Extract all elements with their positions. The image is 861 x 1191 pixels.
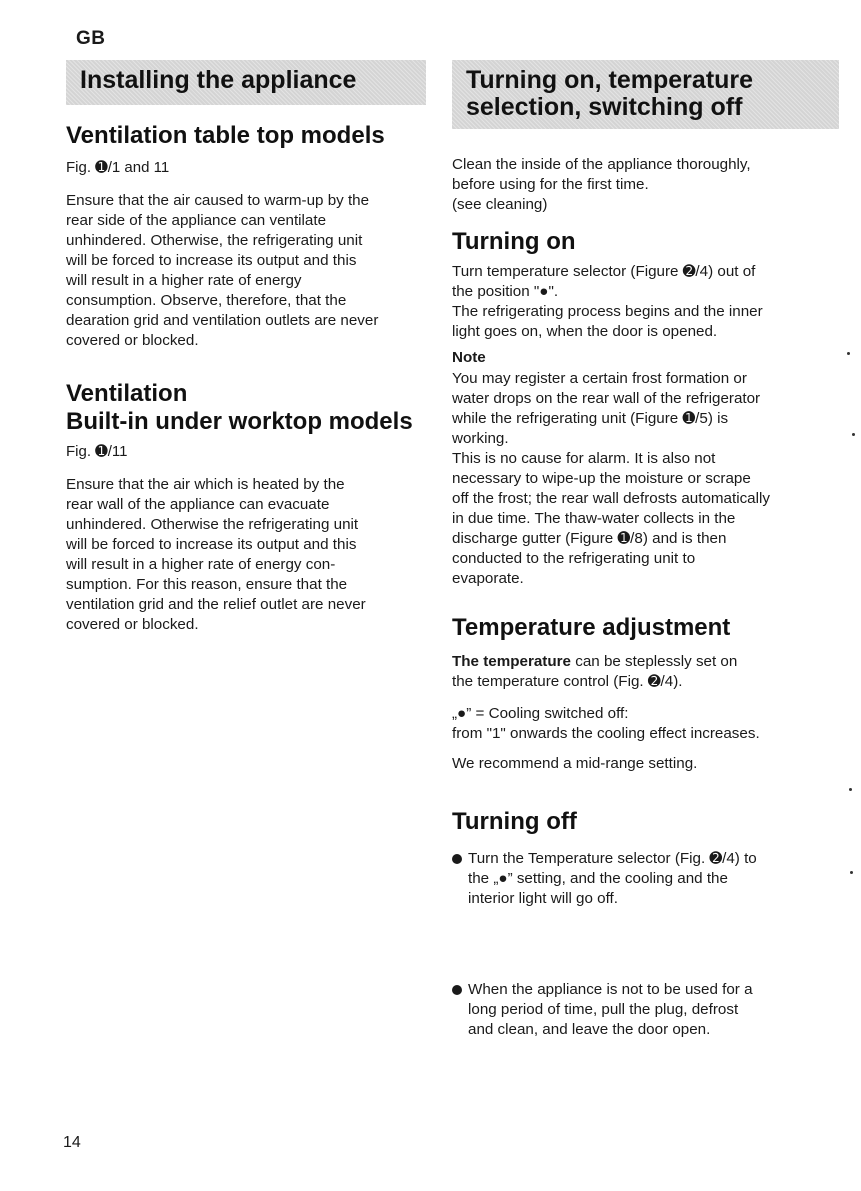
list-item	[452, 849, 838, 909]
paragraph-recommendation: We recommend a mid-range setting.	[452, 755, 698, 772]
scan-speck	[849, 788, 852, 791]
text-line: (see cleaning)	[452, 196, 548, 213]
text-line: This is no cause for alarm. It is also not	[452, 450, 716, 467]
text-line: will result in a higher rate of energy	[66, 272, 302, 289]
paragraph-cooling-setting	[452, 704, 822, 744]
heading-built-in-under-worktop: Built-in under worktop models	[66, 408, 413, 435]
text-line: will be forced to increase its output and this	[66, 252, 357, 269]
text-line: The refrigerating process begins and the inner	[452, 303, 763, 320]
text-line: will result in a higher rate of energy con-	[66, 556, 336, 573]
heading-ventilation: Ventilation	[66, 380, 188, 407]
text-line: light goes on, when the door is opened.	[452, 323, 718, 340]
text-line: water drops on the rear wall of the refrigerator	[452, 390, 761, 407]
text-line: the temperature control (Fig. ➋/4).	[452, 673, 683, 690]
banner-line: Turning on, temperature	[466, 66, 754, 94]
text-line: from "1" onwards the cooling effect increases.	[452, 725, 760, 742]
section-banner-installing: Installing the appliance	[66, 60, 426, 105]
bold-lead: The temperature	[452, 653, 572, 670]
heading-turning-on: Turning on	[452, 228, 576, 255]
paragraph-temperature	[452, 652, 822, 692]
text-line: unhindered. Otherwise, the refrigerating unit	[66, 232, 363, 249]
heading-turning-off: Turning off	[452, 808, 577, 835]
text-line: Clean the inside of the appliance thoroughly,	[452, 156, 751, 173]
text-line: Ensure that the air which is heated by the	[66, 476, 345, 493]
text-line: long period of time, pull the plug, defrost	[468, 1001, 739, 1018]
text-line: You may register a certain frost formation or	[452, 370, 747, 387]
text-line: dearation grid and ventilation outlets are never	[66, 312, 379, 329]
text-line: will be forced to increase its output and this	[66, 536, 357, 553]
text-line: necessary to wipe-up the moisture or scrape	[452, 470, 751, 487]
text-line: covered or blocked.	[66, 616, 199, 633]
text-line: working.	[452, 430, 509, 447]
paragraph-built-in-ventilation	[66, 475, 426, 635]
text-line: sumption. For this reason, ensure that the	[66, 576, 348, 593]
note-label: Note	[452, 349, 486, 366]
text-line: interior light will go off.	[468, 890, 618, 907]
text-line: the „●” setting, and the cooling and the	[468, 870, 728, 887]
list-item	[452, 980, 838, 1040]
heading-ventilation-table-top: Ventilation table top models	[66, 122, 385, 149]
banner-line: selection, switching off	[466, 93, 743, 121]
bullet-icon	[452, 985, 462, 995]
text-line	[452, 652, 822, 672]
figure-reference: Fig. ➊/11	[66, 443, 128, 460]
text-line: before using for the first time.	[452, 176, 649, 193]
text-line: while the refrigerating unit (Figure ➊/5) is	[452, 410, 729, 427]
text-line: discharge gutter (Figure ➊/8) and is then	[452, 530, 727, 547]
text-line: rear side of the appliance can ventilate	[66, 212, 327, 229]
text-line: „●” = Cooling switched off:	[452, 705, 629, 722]
text-line: and clean, and leave the door open.	[468, 1021, 711, 1038]
paragraph-turning-on	[452, 262, 822, 342]
heading-temperature-adjustment: Temperature adjustment	[452, 614, 731, 641]
language-code: GB	[76, 28, 106, 49]
text-line: ventilation grid and the relief outlet are never	[66, 596, 366, 613]
text-line: unhindered. Otherwise the refrigerating unit	[66, 516, 359, 533]
text-line: off the frost; the rear wall defrosts automatically	[452, 490, 770, 507]
text-line: When the appliance is not to be used for a	[468, 981, 753, 998]
section-banner-turning-on	[452, 60, 839, 129]
text-line: Turn the Temperature selector (Fig. ➋/4) to	[468, 850, 757, 867]
text-line: conducted to the refrigerating unit to	[452, 550, 696, 567]
text-line: rear wall of the appliance can evacuate	[66, 496, 330, 513]
note-paragraph	[452, 369, 822, 589]
bullet-icon	[452, 854, 462, 864]
text-line: in due time. The thaw-water collects in the	[452, 510, 736, 527]
text-line: the position "●".	[452, 283, 559, 300]
text-line: covered or blocked.	[66, 332, 199, 349]
figure-reference: Fig. ➊/1 and 11	[66, 159, 170, 176]
scan-speck	[850, 871, 853, 874]
text-line: Turn temperature selector (Figure ➋/4) out of	[452, 263, 756, 280]
text-line: evaporate.	[452, 570, 524, 587]
scan-speck	[852, 433, 855, 436]
paragraph-table-top-ventilation	[66, 191, 426, 351]
page-number: 14	[63, 1134, 81, 1151]
text-line: consumption. Observe, therefore, that the	[66, 292, 347, 309]
text-line: Ensure that the air caused to warm-up by the	[66, 192, 370, 209]
text-span: can be steplessly set on	[571, 653, 738, 670]
scan-speck	[847, 352, 850, 355]
intro-paragraph	[452, 155, 822, 215]
